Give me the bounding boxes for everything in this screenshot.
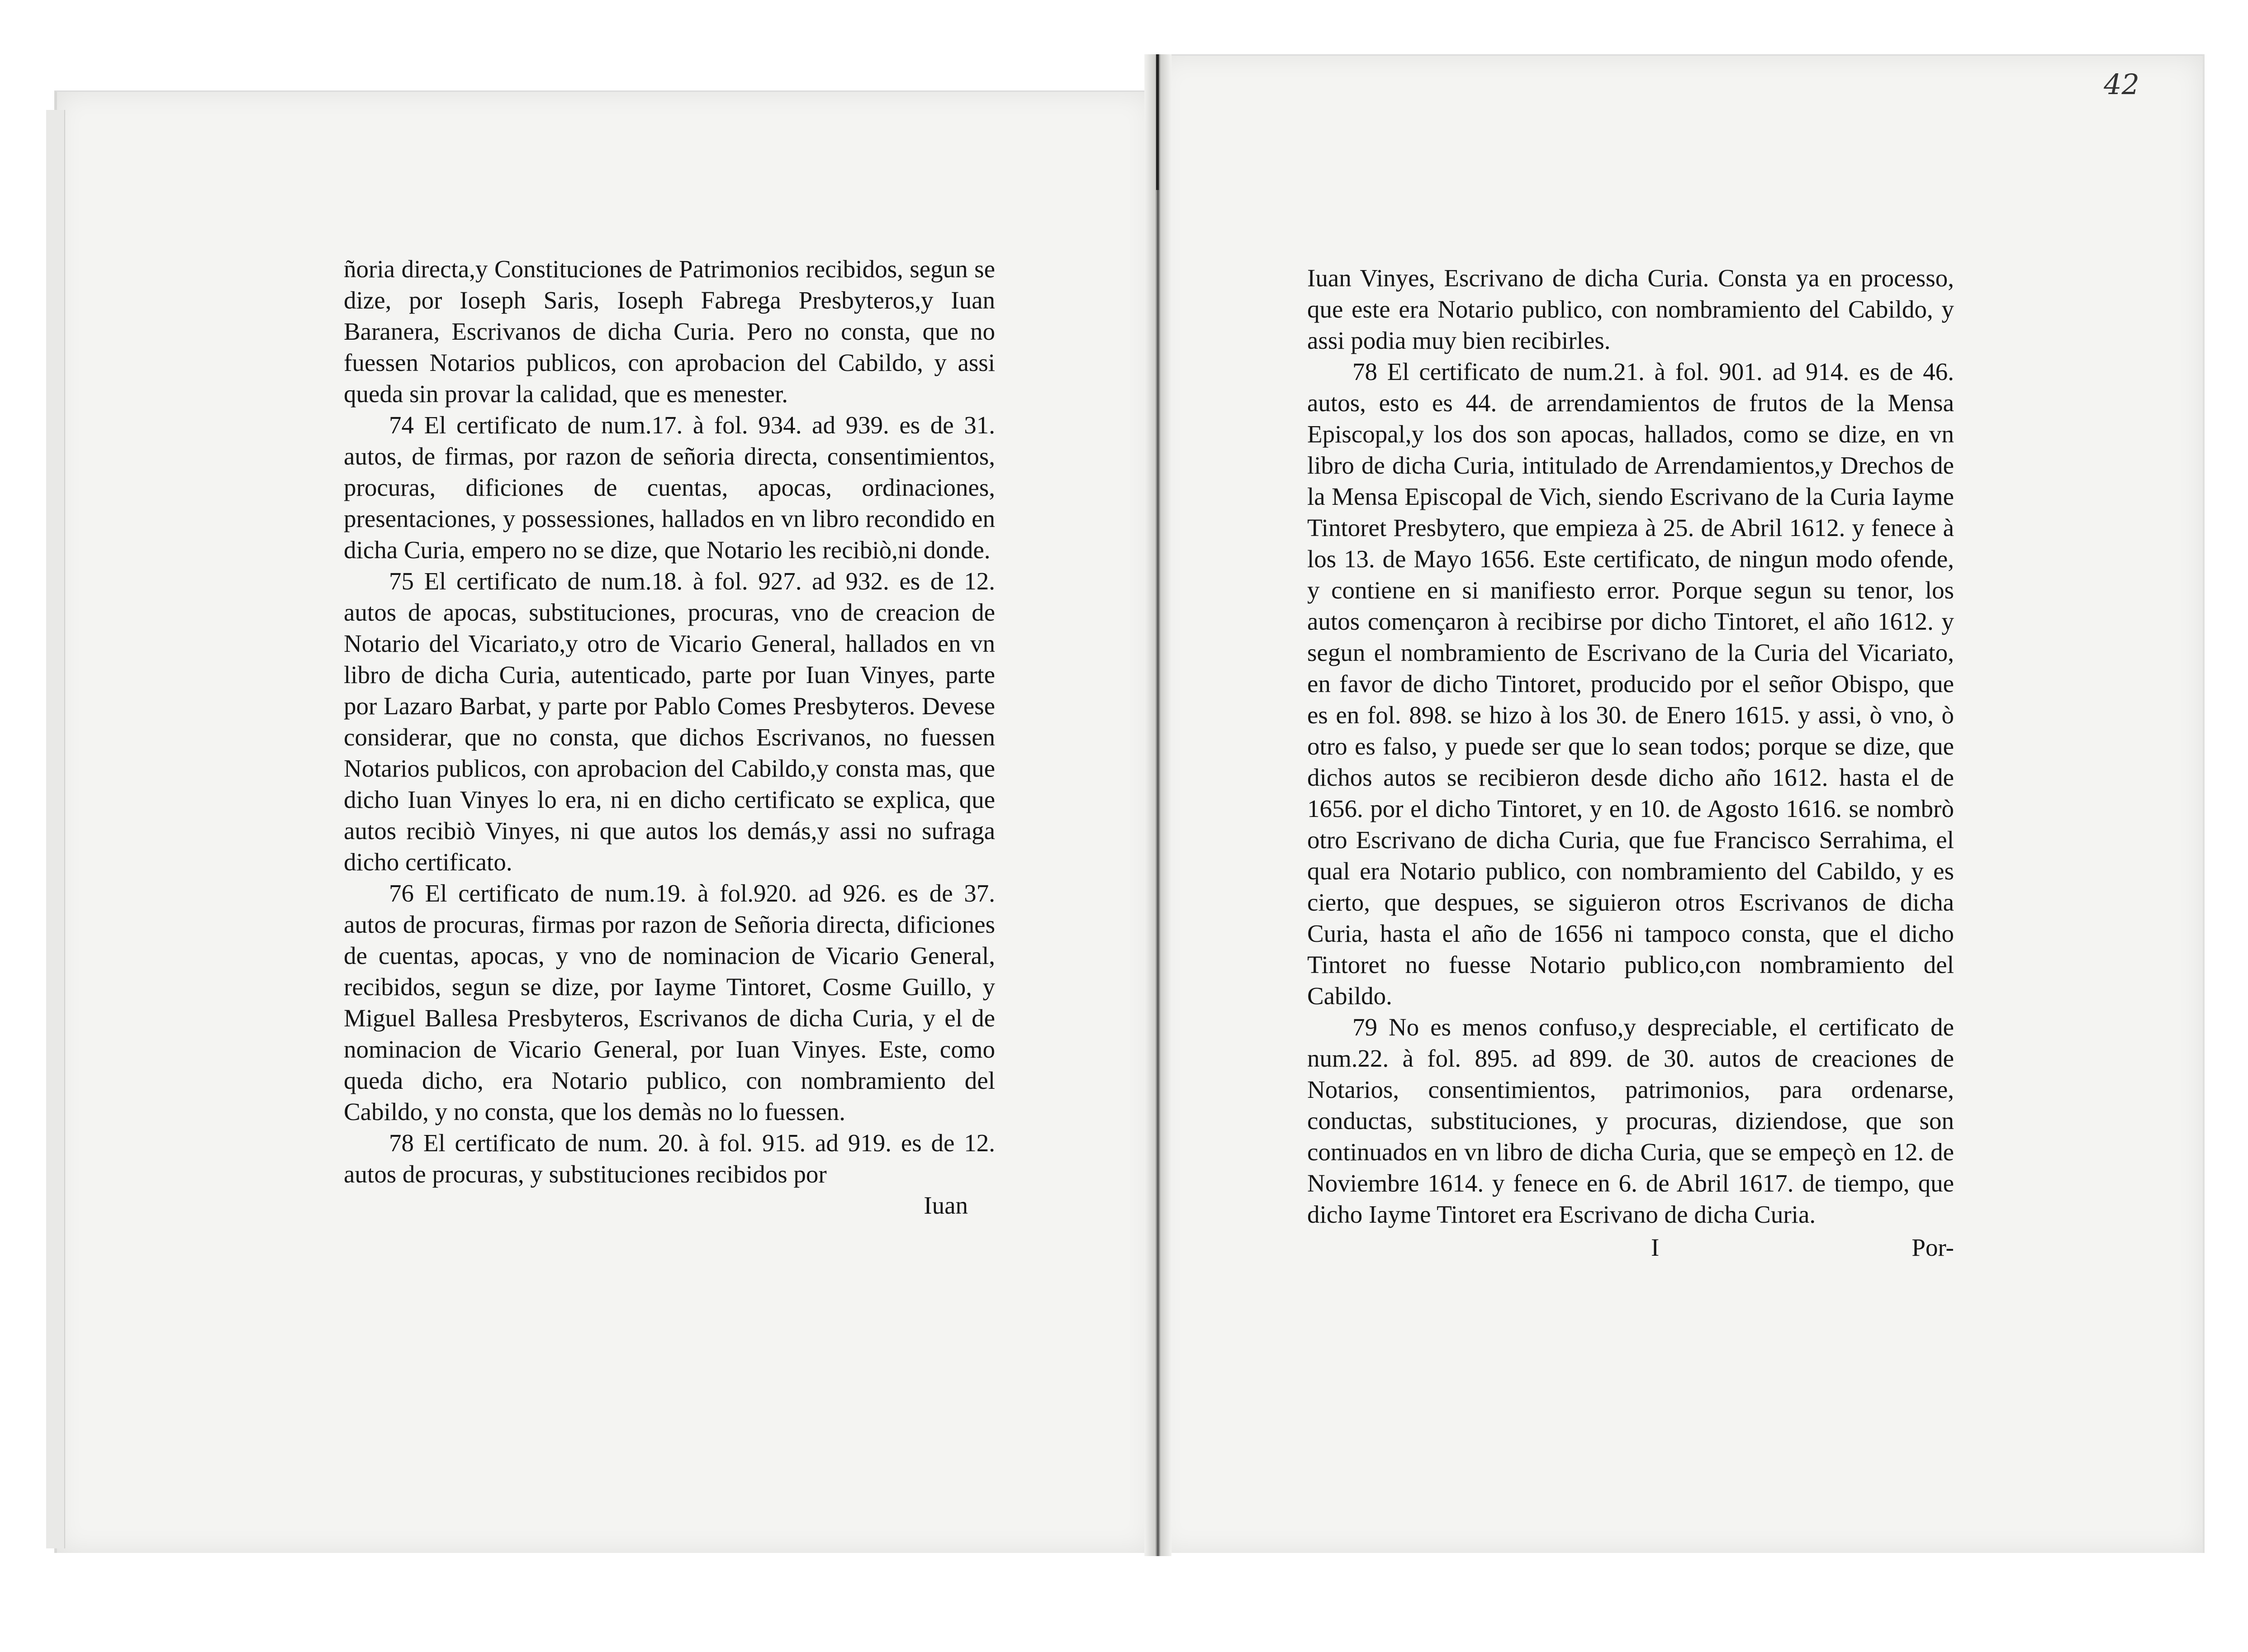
right-paragraph-78: 78 El certificato de num.21. à fol. 901. ad 914. es de 46. autos, esto es 44. de arrendamientos de frutos de la Mensa Episcopal,y los dos son apocas, hallados, como se dize, en vn libro de dicha Curia, intitulado de Arrendamientos,y Drechos de la Mensa Episcopal de Vich, siendo Escrivano de la Curia Iayme Tintoret Presbytero, que empieza à 25. de Abril 1612. y fenece à los 13. de Mayo 1656. Este certificato, de ningun modo ofende, y contiene en si manifiesto error. Porque segun su tenor, los autos començaron à recibirse por dicho Tintoret, el año 1612. y segun el nombramiento de Escrivano de la Curia del Vicariato, en favor de dicho Tintoret, producido por el señor Obispo, que es en fol. 898. se hizo à los 30. de Enero 1615. y assi, ò vno, ò otro es falso, y puede ser que lo sean todos; porque se dize, que dichos autos se recibieron desde dicho año 1612. hasta el de 1656. por el dicho Tintoret, y en 10. de Agosto 1616. se nombrò otro Escrivano de dicha Curia, que fue Francisco Serrahima, el qual era Notario publico, con nombramiento del Cabildo, y es cierto, que despues, se siguieron otros Escrivanos de dicha Curia, hasta el año de 1656 ni tampoco consta, que el dicho Tintoret no fuesse Notario publico,con nombramiento del Cabildo. — [1307, 358, 1954, 1010]
folio-number: 42 — [2104, 68, 2139, 101]
left-paragraph-1: ñoria directa,y Constituciones de Patrimonios recibidos, segun se dize, por Ioseph Saris, Ioseph Fabrega Presbyteros,y Iuan Baranera, Escrivanos de dicha Curia. Pero no consta, que no fuessen Notarios publicos, con aprobacion del Cabildo, y assi queda sin provar la calidad, que es menester. — [344, 255, 995, 408]
right-paragraph-1: Iuan Vinyes, Escrivano de dicha Curia. Consta ya en processo, que este era Notario publico, con nombramiento del Cabildo, y assi podia muy bien recibirles. — [1307, 264, 1954, 354]
left-paragraph-76: 76 El certificato de num.19. à fol.920. ad 926. es de 37. autos de procuras, firmas por razon de Señoria directa, dificiones de cuentas, apocas, y vno de nominacion de Vicario General, recibidos, segun se dize, por Iayme Tintoret, Cosme Guillo, y Miguel Ballesa Presbyteros, Escrivanos de dicha Curia, y el de nominacion de Vicario General, por Iuan Vinyes. Este, como queda dicho, era Notario publico, con nombramiento del Cabildo, y no consta, que los demàs no lo fuessen. — [344, 879, 995, 1125]
signature-mark: I — [1651, 1234, 1660, 1261]
left-catchword: Iuan — [924, 1192, 968, 1219]
left-text-column — [344, 253, 995, 1221]
left-paragraph-75: 75 El certificato de num.18. à fol. 927. ad 932. es de 12. autos de apocas, substituciones, procuras, vno de creacion de Notario del Vicariato,y otro de Vicario General, hallados en vn libro de dicha Curia, autenticado, parte por Iuan Vinyes, parte por Lazaro Barbat, y parte por Pablo Comes Presbyteros. Devese considerar, que no consta, que dichos Escrivanos, no fuessen Notarios publicos, con aprobacion del Cabildo,y consta mas, que dicho Iuan Vinyes lo era, ni en dicho certificato se explica, que autos recibiò Vinyes, ni que autos los demás,y assi no sufraga dicho certificato. — [344, 567, 995, 876]
right-catchword: Por- — [1911, 1234, 1954, 1261]
book-gutter — [1144, 54, 1171, 1556]
left-paragraph-74: 74 El certificato de num.17. à fol. 934. ad 939. es de 31. autos, de firmas, por razon de señoria directa, consentimientos, procuras, dificiones de cuentas, apocas, ordinaciones, presentaciones, y possessiones, hallados en vn libro recondido en dicha Curia, empero no se dize, que Notario les recibiò,ni donde. — [344, 411, 995, 564]
gutter-binding-mark — [1156, 54, 1159, 190]
page-edge-stack — [46, 110, 65, 1548]
right-text-column — [1307, 262, 1954, 1268]
right-paragraph-79: 79 No es menos confuso,y despreciable, el certificato de num.22. à fol. 895. ad 899. de 30. autos de creaciones de Notarios, consentimientos, patrimonios, para ordenarse, conductas, substituciones, y procuras, diziendose, que son continuados en vn libro de dicha Curia, que se empeçò en 12. de Noviembre 1614. y fenece en 6. de Abril 1617. de tiempo, que dicho Iayme Tintoret era Escrivano de dicha Curia. — [1307, 1013, 1954, 1228]
left-paragraph-78: 78 El certificato de num. 20. à fol. 915. ad 919. es de 12. autos de procuras, y substituciones recibidos por — [344, 1129, 995, 1188]
right-page-footer — [1307, 1232, 1954, 1268]
